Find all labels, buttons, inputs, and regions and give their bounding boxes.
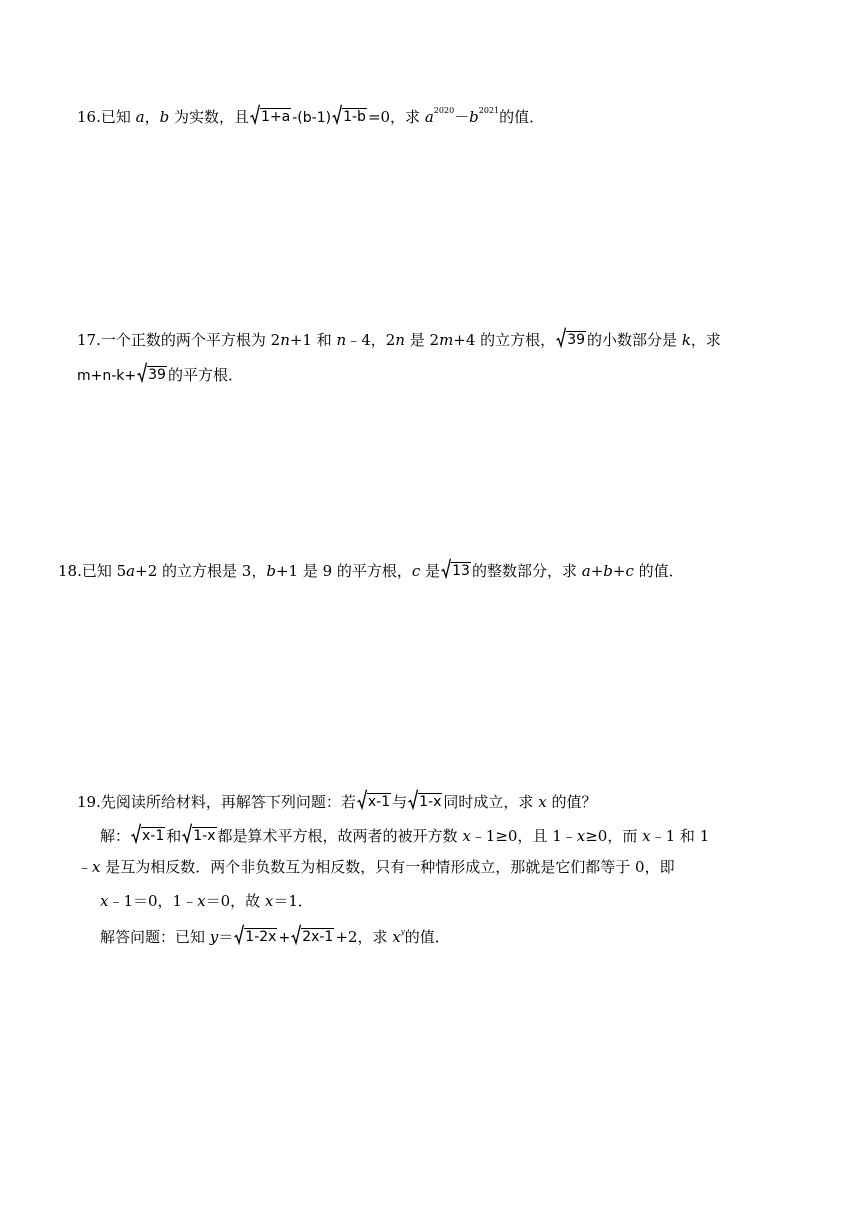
question-18: 18.已知 5a+2 的立方根是 3，b+1 是 9 的平方根，c 是 13 的整数部分，求 a+b+c 的值． (58, 558, 684, 582)
sqrt-expression: 39 (137, 362, 167, 384)
question-16: 16.已知 a，b 为实数，且 1+a -(b-1) 1-b =0，求 $a^{2020}-b^{2021}$的值． (77, 106, 545, 126)
question-19-task-line: 解答问题：已知 y＝ 1-2x + 2x-1 +2，求 $x^y$的值． (100, 924, 450, 949)
sqrt-expression: 1-2x (234, 924, 277, 946)
sqrt-expression: 1+a (250, 104, 291, 126)
question-number: 17. (77, 331, 101, 349)
sqrt-expression: 2x-1 (291, 924, 334, 946)
question-number: 18. (58, 562, 82, 580)
question-19-solution-line-3: x﹣1＝0，1﹣x＝0，故 x＝1． (100, 892, 313, 910)
question-19-line-1: 19.先阅读所给材料，再解答下列问题：若 x-1 与 1-x 同时成立，求 x 的值？ (77, 789, 596, 813)
question-17-line-1: 17.一个正数的两个平方根为 2n+1 和 n﹣4，2n 是 2m+4 的立方根， 39 的小数部分是 k，求 (77, 327, 721, 351)
question-number: 19. (77, 793, 101, 811)
question-number: 16. (77, 108, 101, 126)
question-17-line-2: m+n-k+ 39 的平方根． (77, 362, 243, 387)
sqrt-expression: x-1 (131, 823, 165, 845)
question-19-solution-line-1: 解： x-1 和 1-x 都是算术平方根，故两者的被开方数 x﹣1≥0，且 1﹣x≥0，而 x﹣1 和 1 (100, 823, 709, 847)
sqrt-expression: x-1 (357, 789, 391, 811)
sqrt-expression: 13 (441, 558, 471, 580)
sqrt-expression: 1-x (182, 823, 216, 845)
sqrt-expression: 39 (556, 327, 586, 349)
sqrt-expression: 1-b (332, 104, 367, 126)
question-19-solution-line-2: ﹣x 是互为相反数．两个非负数互为相反数，只有一种情形成立，那就是它们都等于 0，即 (77, 858, 675, 876)
sqrt-expression: 1-x (408, 789, 442, 811)
